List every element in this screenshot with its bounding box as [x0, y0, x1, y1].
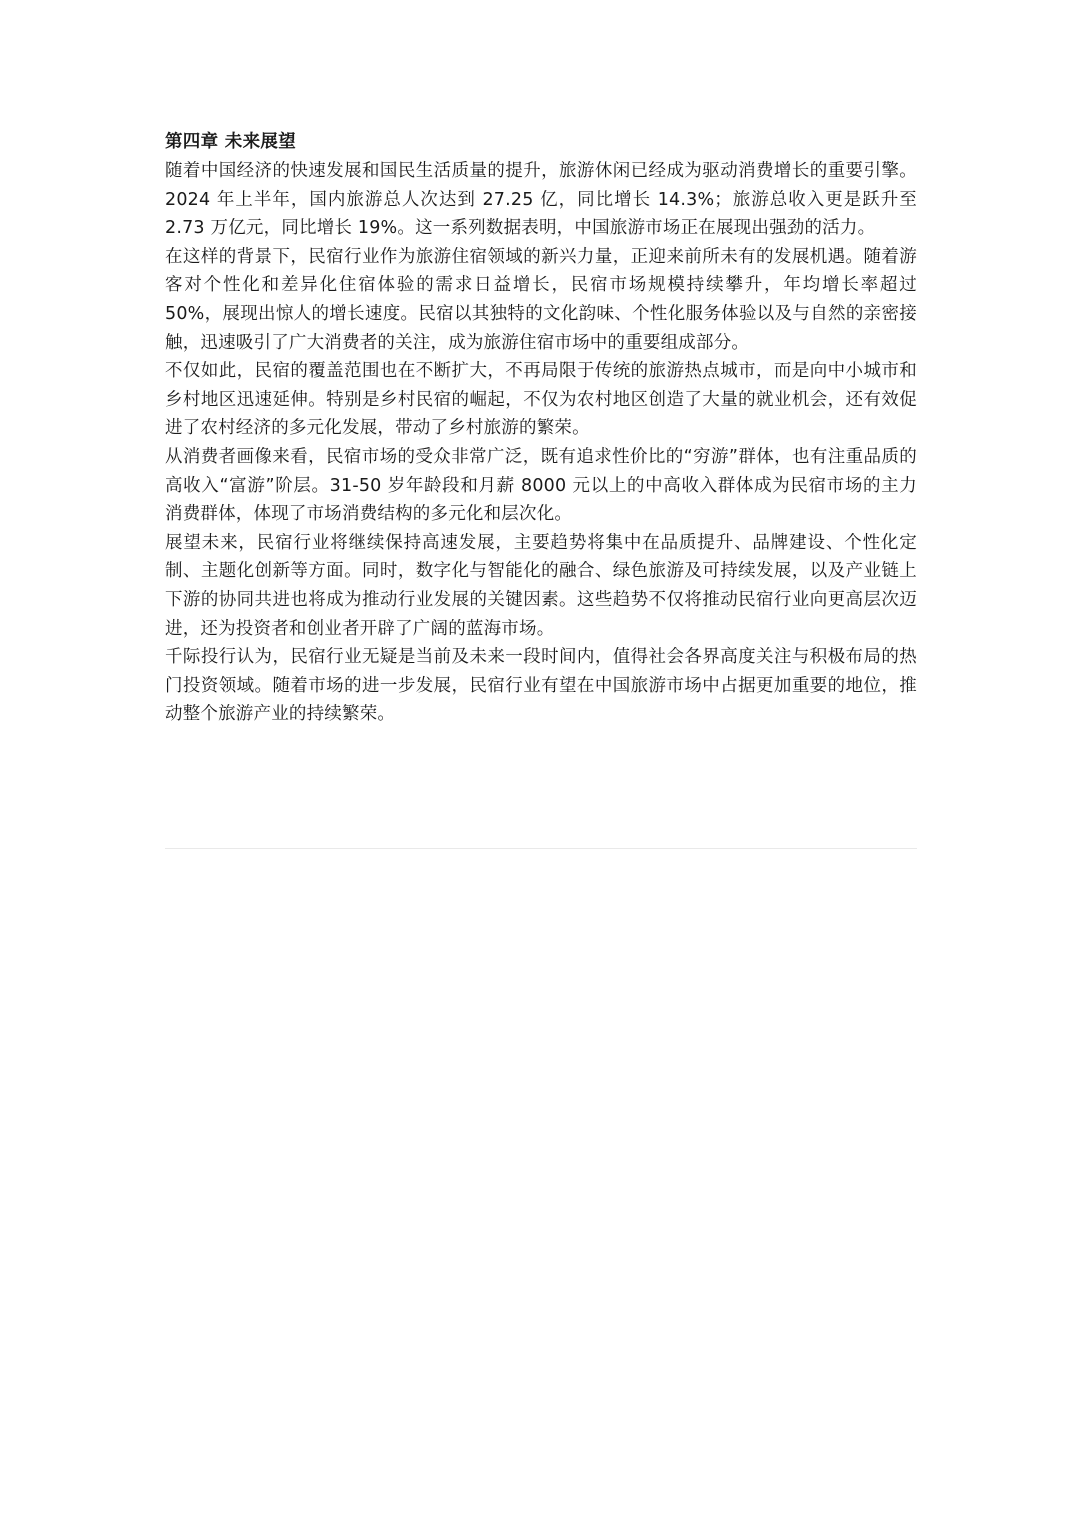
paragraph-conclusion: 千际投行认为，民宿行业无疑是当前及未来一段时间内，值得社会各界高度关注与积极布局的热门投资领域。随着市场的进一步发展，民宿行业有望在中国旅游市场中占据更加重要的地位，推动整个旅游产业的持续繁荣。 — [165, 647, 917, 725]
paragraph-opportunity: 在这样的背景下，民宿行业作为旅游住宿领域的新兴力量，正迎来前所未有的发展机遇。随着游客对个性化和差异化住宿体验的需求日益增长，民宿市场规模持续攀升，年均增长率超过 50%，展现出惊人的增长速度。民宿以其独特的文化韵味、个性化服务体验以及与自然的亲密接触，迅速吸引了广大消费者的关注，成为旅游住宿市场中的重要组成部分。 — [165, 246, 917, 353]
paragraph-outlook: 展望未来，民宿行业将继续保持高速发展，主要趋势将集中在品质提升、品牌建设、个性化定制、主题化创新等方面。同时，数字化与智能化的融合、绿色旅游及可持续发展，以及产业链上下游的协同共进也将成为推动行业发展的关键因素。这些趋势不仅将推动民宿行业向更高层次迈进，还为投资者和创业者开辟了广阔的蓝海市场。 — [165, 532, 917, 639]
section-divider — [165, 848, 917, 849]
chapter-title: 第四章 未来展望 — [165, 132, 296, 152]
paragraph-intro: 随着中国经济的快速发展和国民生活质量的提升，旅游休闲已经成为驱动消费增长的重要引擎。2024 年上半年，国内旅游总人次达到 27.25 亿，同比增长 14.3%；旅游总收入更是跃升至 2.73 万亿元，同比增长 19%。这一系列数据表明，中国旅游市场正在展现出强劲的活力。 — [165, 161, 917, 239]
document-body — [165, 128, 917, 729]
paragraph-coverage: 不仅如此，民宿的覆盖范围也在不断扩大，不再局限于传统的旅游热点城市，而是向中小城市和乡村地区迅速延伸。特别是乡村民宿的崛起，不仅为农村地区创造了大量的就业机会，还有效促进了农村经济的多元化发展，带动了乡村旅游的繁荣。 — [165, 361, 917, 439]
paragraph-consumers: 从消费者画像来看，民宿市场的受众非常广泛，既有追求性价比的“穷游”群体，也有注重品质的高收入“富游”阶层。31-50 岁年龄段和月薪 8000 元以上的中高收入群体成为民宿市场的主力消费群体，体现了市场消费结构的多元化和层次化。 — [165, 446, 917, 525]
